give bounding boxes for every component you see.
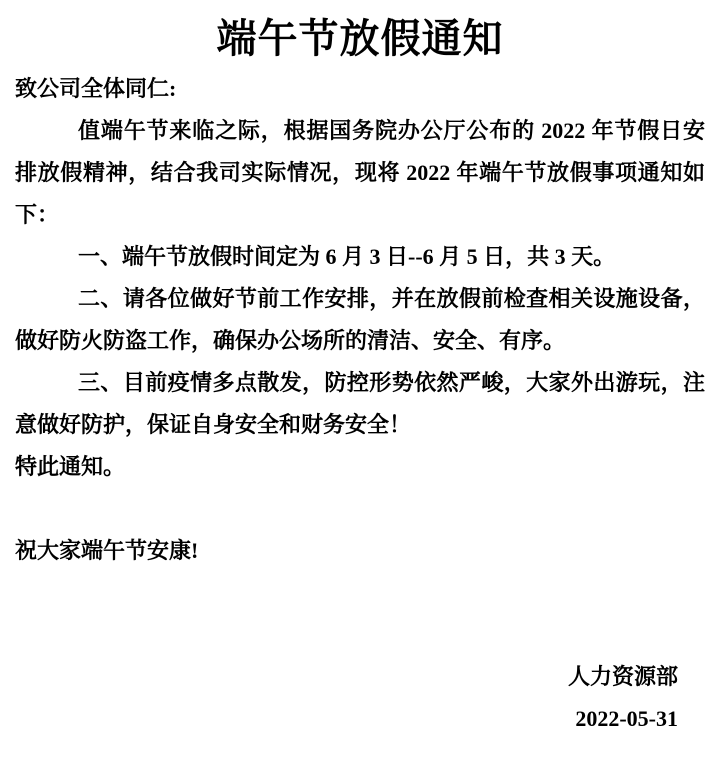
item-3-line-2: 意做好防护，保证自身安全和财务安全！ [15, 412, 412, 437]
festival-greeting: 祝大家端午节安康! [15, 538, 199, 563]
signature-block [15, 656, 705, 740]
document-title: 端午节放假通知 [216, 16, 504, 61]
intro-paragraph-line-3: 下： [15, 202, 60, 227]
salutation: 致公司全体同仁: [15, 76, 177, 101]
intro-paragraph-line-2: 排放假精神，结合我司实际情况，现将 2022 年端午节放假事项通知如 [15, 160, 705, 185]
item-2-line-2: 做好防火防盗工作，确保办公场所的清洁、安全、有序。 [15, 328, 566, 353]
document-body [15, 68, 705, 740]
signature-department: 人力资源部 [567, 664, 678, 689]
closing-statement: 特此通知。 [15, 454, 126, 479]
item-1-holiday-dates: 一、端午节放假时间定为 6 月 3 日--6 月 5 日，共 3 天。 [78, 244, 616, 269]
signature-date: 2022-05-31 [575, 706, 678, 731]
item-3-line-1: 三、目前疫情多点散发，防控形势依然严峻，大家外出游玩，注 [78, 370, 705, 395]
intro-paragraph-line-1: 值端午节来临之际，根据国务院办公厅公布的 2022 年节假日安 [78, 118, 705, 143]
item-2-line-1: 二、请各位做好节前工作安排，并在放假前检查相关设施设备， [78, 286, 705, 311]
